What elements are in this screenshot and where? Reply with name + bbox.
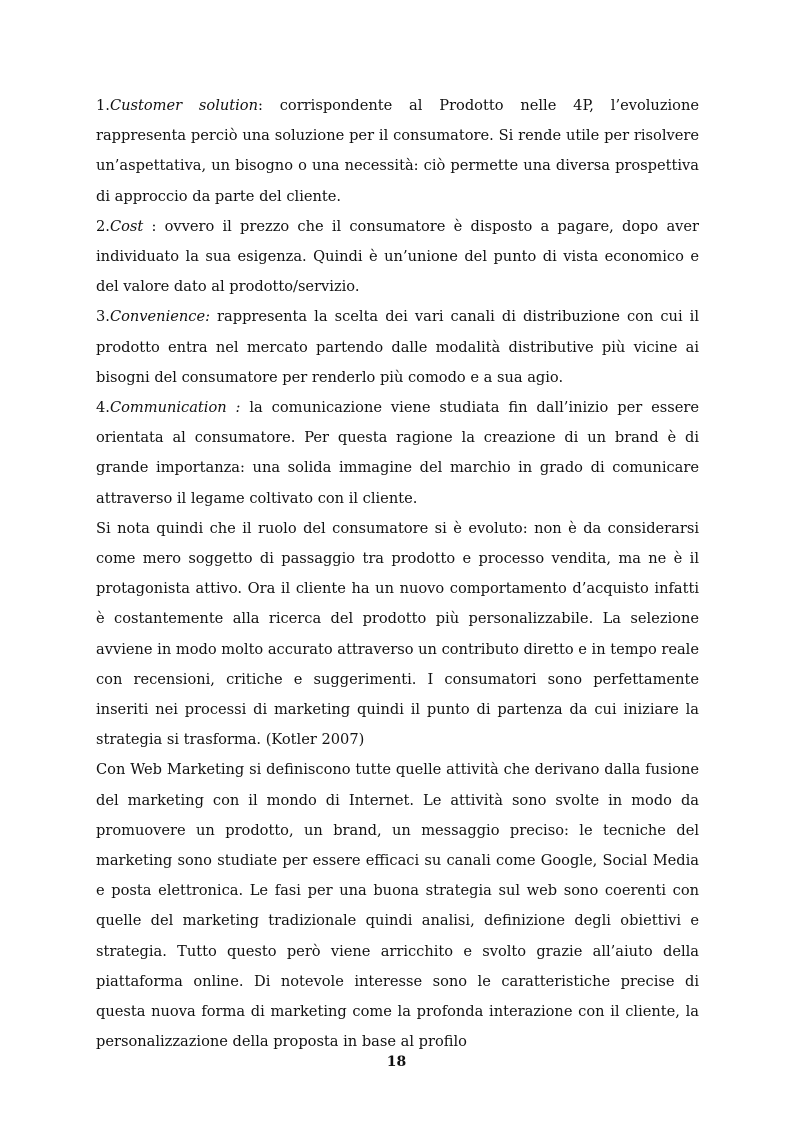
list-item-cost [96,212,699,303]
list-item-term: Communication : [109,399,241,417]
paragraph-consumer-role: Si nota quindi che il ruolo del consumatore si è evoluto: non è da considerarsi come mero soggetto di passaggio tra prodotto e processo vendita, ma ne è il protagonista attivo. Ora il cliente ha un nuovo comportamento d’acquisto infatti è costantemente alla ricerca del prodotto più personalizzabile. La selezione avviene in modo molto accurato attraverso un contributo diretto e in tempo reale con recensioni, critiche e suggerimenti. I consumatori sono perfettamente inseriti nei processi di marketing quindi il punto di partenza da cui iniziare la strategia si trasforma. (Kotler 2007) [96,519,699,749]
list-item-term: Customer solution [109,97,258,114]
list-item-term: Cost [109,217,144,235]
page-number: 18 [386,1054,407,1070]
list-item-number: 3. [96,308,110,326]
list-item-text: rappresenta la scelta dei vari canali di distribuzione con cui il prodotto entra nel mercato partendo dalle modalità distributive più vicine ai bisogni del consumatore per renderlo più comodo e a sua agio. [96,308,699,386]
document-body [96,91,699,1058]
list-item-number: 1. [96,97,110,114]
list-item-text: : ovvero il prezzo che il consumatore è disposto a pagare, dopo aver individuato la sua esigenza. Quindi è un’unione del punto di vista economico e del valore dato al prodotto/servizio. [96,217,699,296]
list-item-number: 4. [96,399,110,417]
list-item-text: la comunicazione viene studiata fin dall’inizio per essere orientata al consumatore. Per questa ragione la creazione di un brand è di grande importanza: una solida immagine del marchio in grado di comunicare attraverso il legame coltivato con il cliente. [96,399,699,507]
list-item-text: : corrispondente al Prodotto nelle 4P, l’evoluzione rappresenta perciò una soluzione per il consumatore. Si rende utile per risolvere un’aspettativa, un bisogno o una necessità: ciò permette una diversa prospettiva di approccio da parte del cliente. [96,97,699,205]
list-item-term: Convenience: [109,308,210,326]
list-item-convenience [96,302,699,393]
paragraph-web-marketing: Con Web Marketing si definiscono tutte quelle attività che derivano dalla fusione del marketing con il mondo di Internet. Le attività sono svolte in modo da promuovere un prodotto, un brand, un messaggio preciso: le tecniche del marketing sono studiate per essere efficaci su canali come Google, Social Media e posta elettronica. Le fasi per una buona strategia sul web sono coerenti con quelle del marketing tradizionale quindi analisi, definizione degli obiettivi e strategia. Tutto questo però viene arricchito e svolto grazie all’aiuto della piattaforma online. Di notevole interesse sono le caratteristiche precise di questa nuova forma di marketing come la profonda interazione con il cliente, la personalizzazione della proposta in base al profilo [96,761,699,1051]
list-item-customer-solution [96,91,699,212]
list-item-communication [96,393,699,514]
list-item-number: 2. [96,217,110,235]
